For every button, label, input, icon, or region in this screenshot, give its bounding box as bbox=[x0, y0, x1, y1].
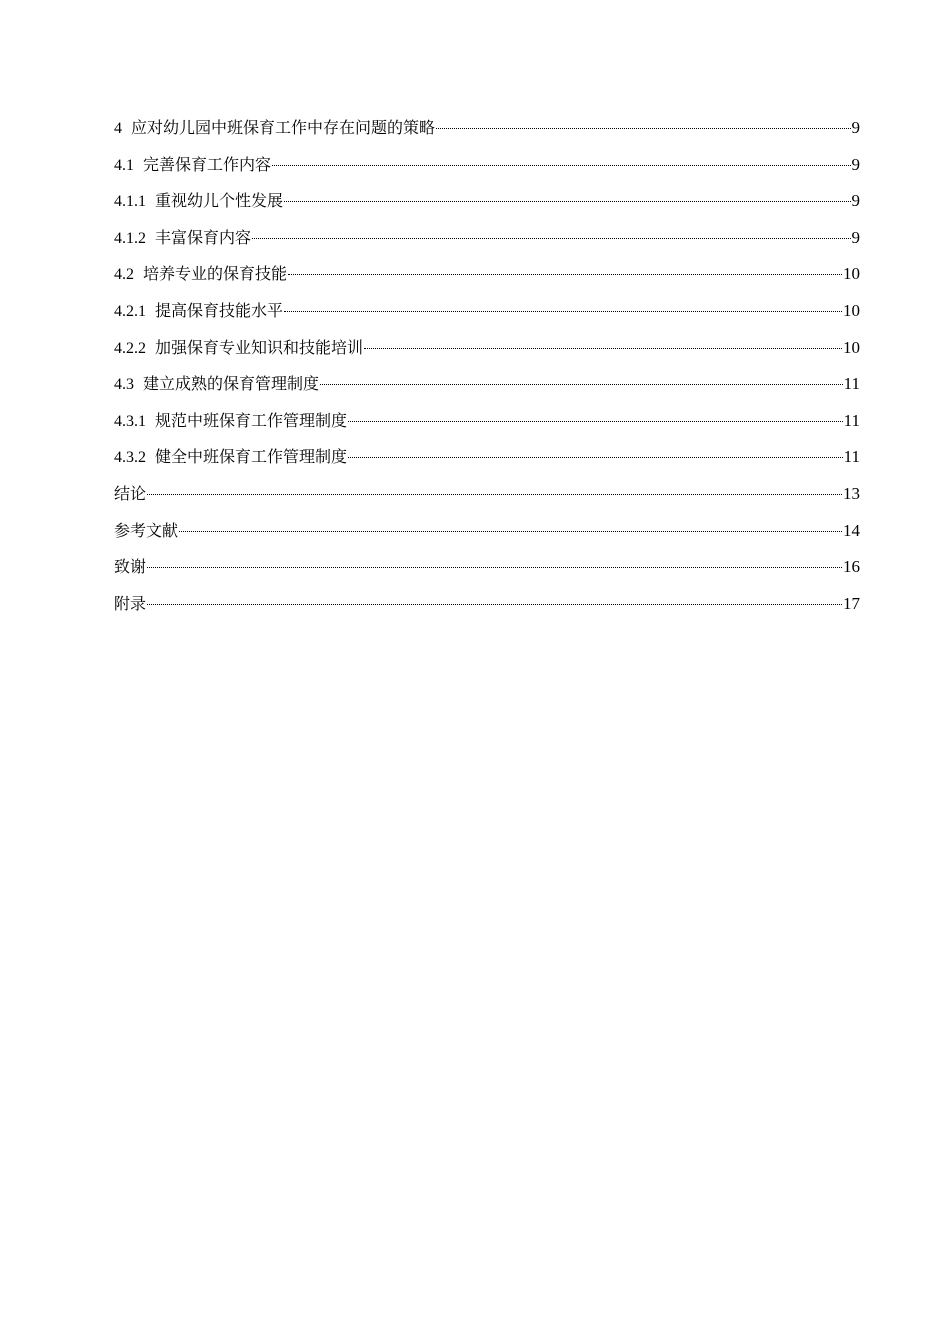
toc-entry-title: 建立成熟的保育管理制度 bbox=[143, 374, 320, 394]
toc-entry-title: 规范中班保育工作管理制度 bbox=[155, 410, 348, 430]
toc-entry[interactable] bbox=[114, 147, 860, 184]
toc-entry-number: 4.3.1 bbox=[114, 412, 146, 430]
toc-dot-leader bbox=[288, 274, 842, 275]
toc-entry-page: 16 bbox=[843, 557, 860, 577]
toc-entry[interactable] bbox=[114, 183, 860, 220]
toc-entry-title: 培养专业的保育技能 bbox=[143, 264, 288, 284]
toc-entry-title: 健全中班保育工作管理制度 bbox=[155, 447, 348, 467]
toc-entry[interactable] bbox=[114, 110, 860, 147]
toc-entry-page: 9 bbox=[851, 191, 860, 211]
toc-dot-leader bbox=[320, 384, 843, 385]
toc-dot-leader bbox=[348, 457, 843, 458]
toc-entry-page: 10 bbox=[843, 337, 860, 357]
toc-entry-title: 参考文献 bbox=[114, 520, 179, 540]
toc-entry-title: 加强保育专业知识和技能培训 bbox=[155, 337, 364, 357]
toc-entry-page: 11 bbox=[843, 374, 860, 394]
toc-entry-title: 重视幼儿个性发展 bbox=[155, 191, 284, 211]
toc-entry[interactable] bbox=[114, 220, 860, 257]
toc-entry-page: 11 bbox=[843, 410, 860, 430]
toc-dot-leader bbox=[284, 201, 850, 202]
toc-entry-page: 14 bbox=[843, 520, 860, 540]
toc-dot-leader bbox=[147, 567, 842, 568]
toc-entry-page: 13 bbox=[843, 483, 860, 503]
toc-entry-number: 4.1.2 bbox=[114, 229, 146, 247]
toc-entry-title: 应对幼儿园中班保育工作中存在问题的策略 bbox=[131, 118, 436, 137]
toc-entry[interactable] bbox=[114, 403, 860, 440]
toc-entry-page: 9 bbox=[851, 154, 860, 174]
toc-entry-number: 4.3 bbox=[114, 376, 134, 394]
toc-entry-title: 丰富保育内容 bbox=[155, 227, 252, 247]
table-of-contents bbox=[114, 110, 860, 622]
toc-entry-page: 17 bbox=[843, 593, 860, 613]
toc-entry[interactable] bbox=[114, 513, 860, 550]
toc-dot-leader bbox=[147, 604, 842, 605]
toc-dot-leader bbox=[348, 421, 843, 422]
toc-dot-leader bbox=[252, 238, 850, 239]
toc-entry-page: 9 bbox=[851, 227, 860, 247]
toc-entry-page: 10 bbox=[843, 264, 860, 284]
toc-dot-leader bbox=[147, 494, 842, 495]
toc-entry[interactable] bbox=[114, 586, 860, 623]
toc-entry-title: 提高保育技能水平 bbox=[155, 300, 284, 320]
toc-dot-leader bbox=[364, 348, 842, 349]
toc-entry[interactable] bbox=[114, 256, 860, 293]
toc-dot-leader bbox=[436, 128, 850, 129]
toc-entry-title: 致谢 bbox=[114, 557, 147, 577]
toc-entry[interactable] bbox=[114, 549, 860, 586]
toc-entry-number: 4.3.2 bbox=[114, 449, 146, 467]
toc-entry-title: 完善保育工作内容 bbox=[143, 154, 272, 174]
toc-entry-page: 11 bbox=[843, 447, 860, 467]
toc-entry[interactable] bbox=[114, 476, 860, 513]
toc-entry-number: 4.1 bbox=[114, 156, 134, 174]
toc-dot-leader bbox=[284, 311, 842, 312]
toc-entry[interactable] bbox=[114, 366, 860, 403]
toc-entry-number: 4.2.1 bbox=[114, 302, 146, 320]
toc-dot-leader bbox=[272, 165, 850, 166]
toc-entry-title: 附录 bbox=[114, 593, 147, 613]
toc-entry-number: 4 bbox=[114, 120, 122, 137]
toc-entry-number: 4.2.2 bbox=[114, 339, 146, 357]
toc-entry-title: 结论 bbox=[114, 483, 147, 503]
toc-dot-leader bbox=[179, 531, 842, 532]
toc-entry[interactable] bbox=[114, 330, 860, 367]
toc-entry-page: 9 bbox=[851, 118, 860, 137]
toc-entry-number: 4.1.1 bbox=[114, 193, 146, 211]
toc-entry[interactable] bbox=[114, 293, 860, 330]
toc-entry[interactable] bbox=[114, 439, 860, 476]
toc-entry-number: 4.2 bbox=[114, 266, 134, 284]
toc-entry-page: 10 bbox=[843, 300, 860, 320]
